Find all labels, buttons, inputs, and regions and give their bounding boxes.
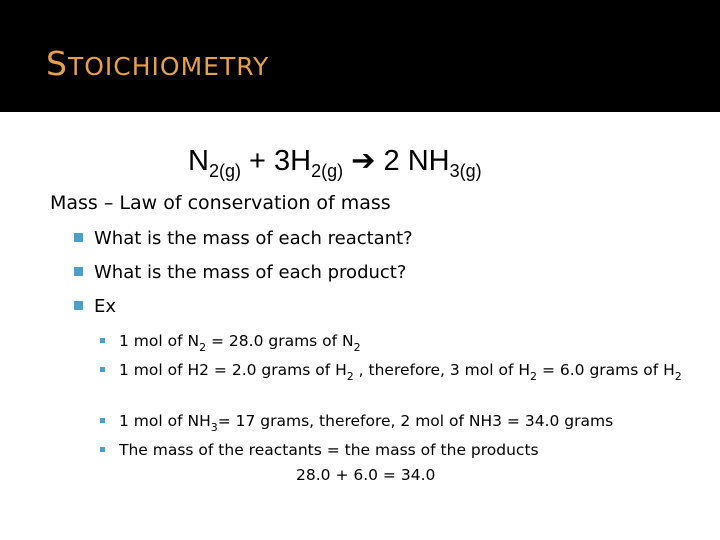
text: = 17 grams, therefore, 2 mol of NH3 = 34.0 grams [217,412,614,430]
chemical-equation [188,143,482,181]
bullet-text: What is the mass of each reactant? [94,228,413,249]
sub-bullet-3 [100,408,690,434]
title-rest: TOICHIOMETRY [67,52,270,81]
subscript: 2 [530,370,538,383]
small-square-bullet-icon [100,447,105,452]
text: , therefore, 3 mol of H [353,361,531,379]
eq-part-nh: 2 NH [383,145,450,177]
sub-bullet-4 [100,437,690,463]
text: = 6.0 grams of H [537,361,675,379]
bullet-reactant [74,228,413,249]
mass-sum: 28.0 + 6.0 = 34.0 [296,466,436,484]
subscript: 2 [199,341,207,354]
square-bullet-icon [74,301,83,310]
text: 1 mol of NH [119,412,211,430]
eq-sub-n: 2(g) [208,161,241,181]
subscript: 2 [674,370,682,383]
slide-title [46,44,269,83]
text: = 28.0 grams of N [206,332,354,350]
bullet-text: Ex [94,296,117,317]
square-bullet-icon [74,267,83,276]
text: 1 mol of N [119,332,200,350]
bullet-product [74,262,406,283]
arrow-icon: ➔ [343,145,384,177]
subscript: 2 [346,370,354,383]
small-square-bullet-icon [100,367,105,372]
title-bar [0,0,720,112]
sub-bullet-2 [100,357,690,383]
text: 1 mol of H2 = 2.0 grams of H [119,361,347,379]
subscript: 2 [353,341,361,354]
small-square-bullet-icon [100,418,105,423]
small-square-bullet-icon [100,338,105,343]
eq-sub-h: 2(g) [311,161,344,181]
bullet-text: What is the mass of each product? [94,262,407,283]
text: The mass of the reactants = the mass of the products [119,441,539,459]
subscript: 3 [210,421,218,434]
title-initial: S [46,44,68,83]
eq-part-n: N [188,145,209,177]
eq-part-h: + 3H [240,145,312,177]
square-bullet-icon [74,233,83,242]
eq-sub-nh: 3(g) [449,161,482,181]
heading-bullet: Mass – Law of conservation of mass [50,192,391,214]
bullet-ex [74,296,116,317]
sub-bullet-1 [100,328,690,354]
